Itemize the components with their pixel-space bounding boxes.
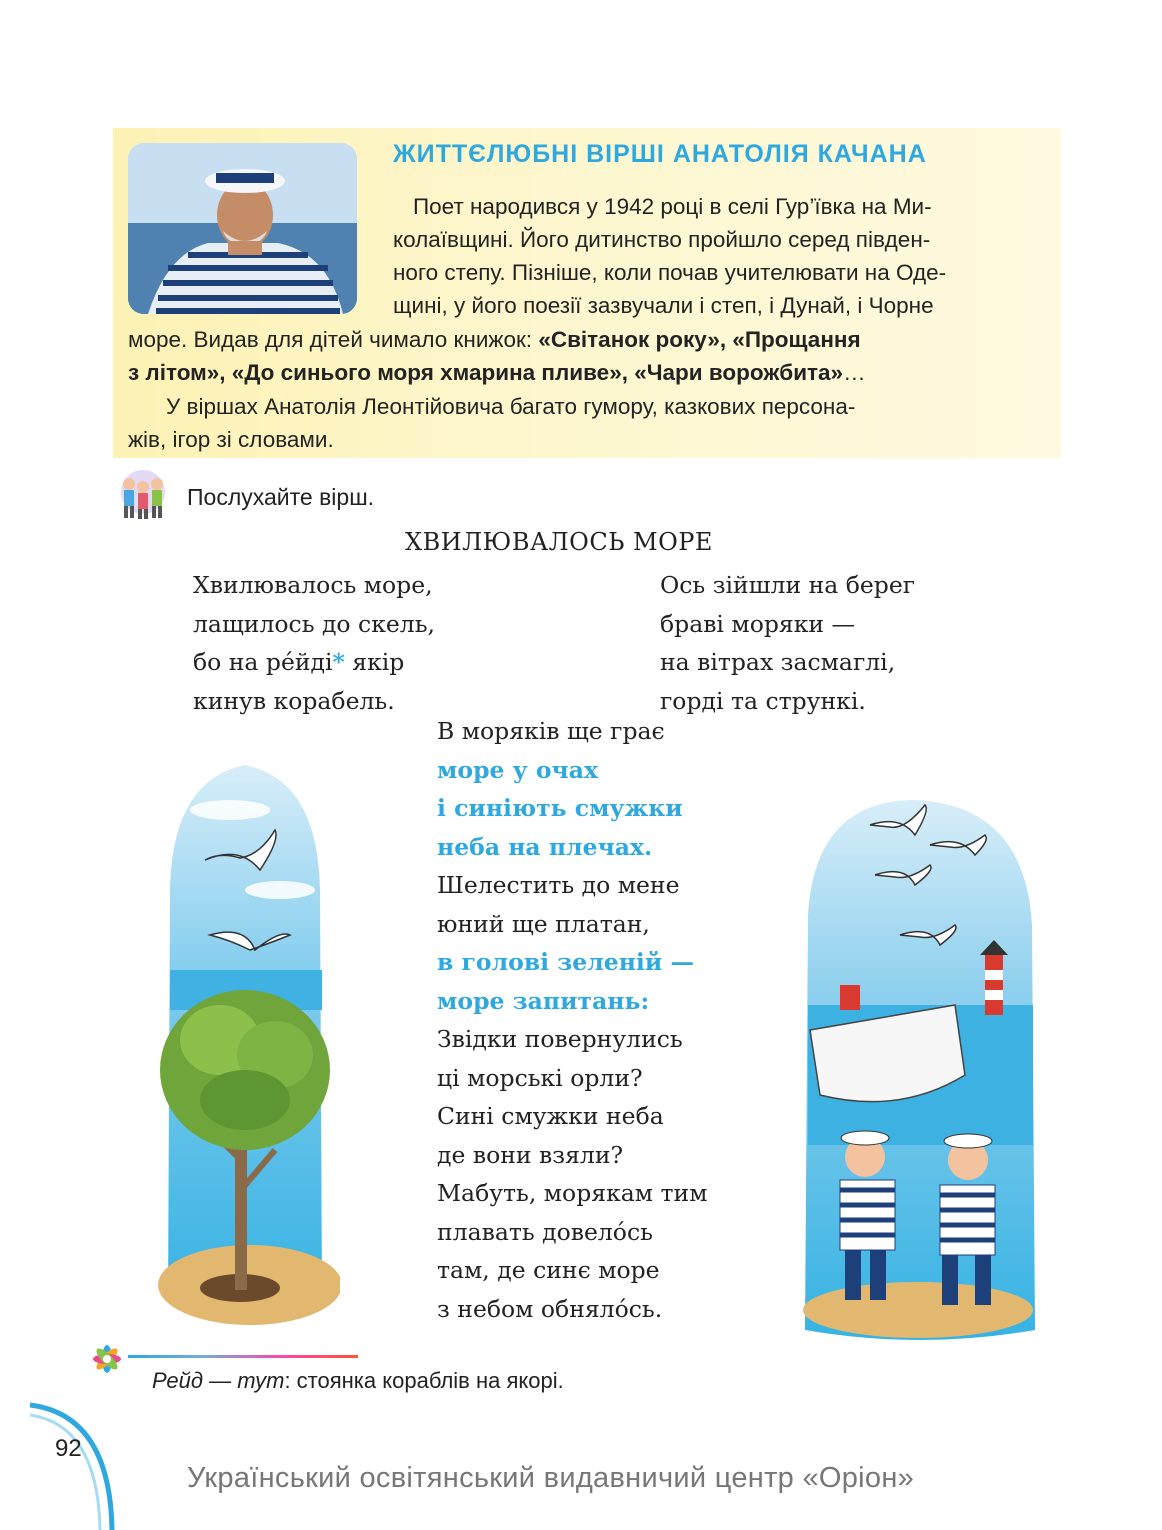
author-photo	[128, 143, 357, 314]
stanza-5	[437, 1020, 683, 1174]
stanza-1	[193, 566, 435, 720]
footnote-divider	[128, 1355, 358, 1358]
bio-books-1: «Світанок року», «Прощання	[538, 327, 861, 352]
poem-title: ХВИЛЮВАЛОСЬ МОРЕ	[405, 528, 713, 556]
verse-line-highlight: неба на плечах.	[437, 832, 653, 861]
bio-books-2: з літом», «До синього моря хмарина пливе», «Чари ворожбита»	[128, 360, 844, 385]
listen-instruction: Послухайте вірш.	[187, 484, 375, 510]
stanza-6	[437, 1174, 707, 1328]
bio-line-3: ного степу. Пізніше, коли почав учителювати на Оде-	[393, 260, 947, 285]
verse-line: кинув корабель.	[193, 686, 395, 715]
page-number: 92	[55, 1435, 82, 1462]
verse-line: Звідки повернулись	[437, 1025, 683, 1053]
bio-line-4: щині, у його поезії зазвучали і степ, і Дунай, і Чорне	[393, 293, 934, 318]
tree-illustration	[150, 740, 340, 1340]
verse-line: Ось зійшли на берег	[660, 571, 916, 599]
verse-line: юний ще платан,	[437, 909, 650, 938]
verse-line-highlight: море запитань:	[437, 986, 650, 1015]
verse-line: лащилось до скель,	[193, 609, 435, 638]
verse-line: де вони взяли?	[437, 1140, 624, 1169]
verse-line: горді та стрункі.	[660, 686, 866, 715]
stanza-3	[437, 712, 683, 866]
verse-line: Шелестить до мене	[437, 871, 680, 899]
verse-line: Сині смужки неба	[437, 1102, 664, 1130]
flower-icon	[83, 1335, 131, 1383]
verse-line: ці морські орли?	[437, 1063, 643, 1092]
bio-line-7: У віршах Анатолія Леонтійовича багато гумору, казкових персона-	[166, 394, 856, 419]
bio-line-1: Поет народився у 1942 році в селі Гур’ївка на Ми-	[413, 194, 932, 219]
kids-icon	[113, 470, 173, 522]
verse-text: якір	[344, 648, 405, 676]
bio-line-6	[128, 357, 866, 389]
verse-line	[193, 643, 435, 682]
bio-line-6-tail: …	[843, 360, 866, 385]
sailors-illustration	[800, 795, 1040, 1345]
bio-line-8: жів, ігор зі словами.	[128, 427, 334, 452]
verse-line: плавать довело́сь	[437, 1217, 653, 1246]
footnote	[152, 1368, 564, 1394]
verse-line-highlight: море у очах	[437, 755, 598, 784]
verse-line-highlight: в голові зеленій —	[437, 948, 694, 976]
verse-line-highlight: і синіють смужки	[437, 794, 683, 822]
stanza-2	[660, 566, 915, 720]
footnote-term: Рейд — тут	[152, 1368, 285, 1393]
verse-line: там, де синє море	[437, 1256, 660, 1284]
publisher-credit: Український освітянський видавничий центр «Оріон»	[187, 1462, 915, 1494]
verse-line: на вітрах засмаглі,	[660, 648, 896, 676]
verse-line: Хвилювалось море,	[193, 571, 433, 599]
verse-text: бо на ре́йді	[193, 648, 333, 676]
verse-line: В моряків ще грає	[437, 717, 665, 745]
bio-line-5	[128, 324, 861, 356]
bio-line-5-plain: море. Видав для дітей чимало книжок:	[128, 327, 539, 352]
bio-line-2: колаївщині. Його дитинство пройшло серед півден-	[393, 227, 931, 252]
verse-line: Мабуть, морякам тим	[437, 1179, 708, 1207]
verse-line: браві моряки —	[660, 609, 856, 638]
bio-title: ЖИТТЄЛЮБНІ ВІРШІ АНАТОЛІЯ КАЧАНА	[393, 140, 927, 168]
verse-line: з небом обняло́сь.	[437, 1294, 663, 1323]
footnote-star[interactable]: *	[332, 648, 345, 676]
footnote-definition: : стоянка кораблів на якорі.	[284, 1368, 564, 1393]
stanza-4	[437, 866, 694, 1020]
